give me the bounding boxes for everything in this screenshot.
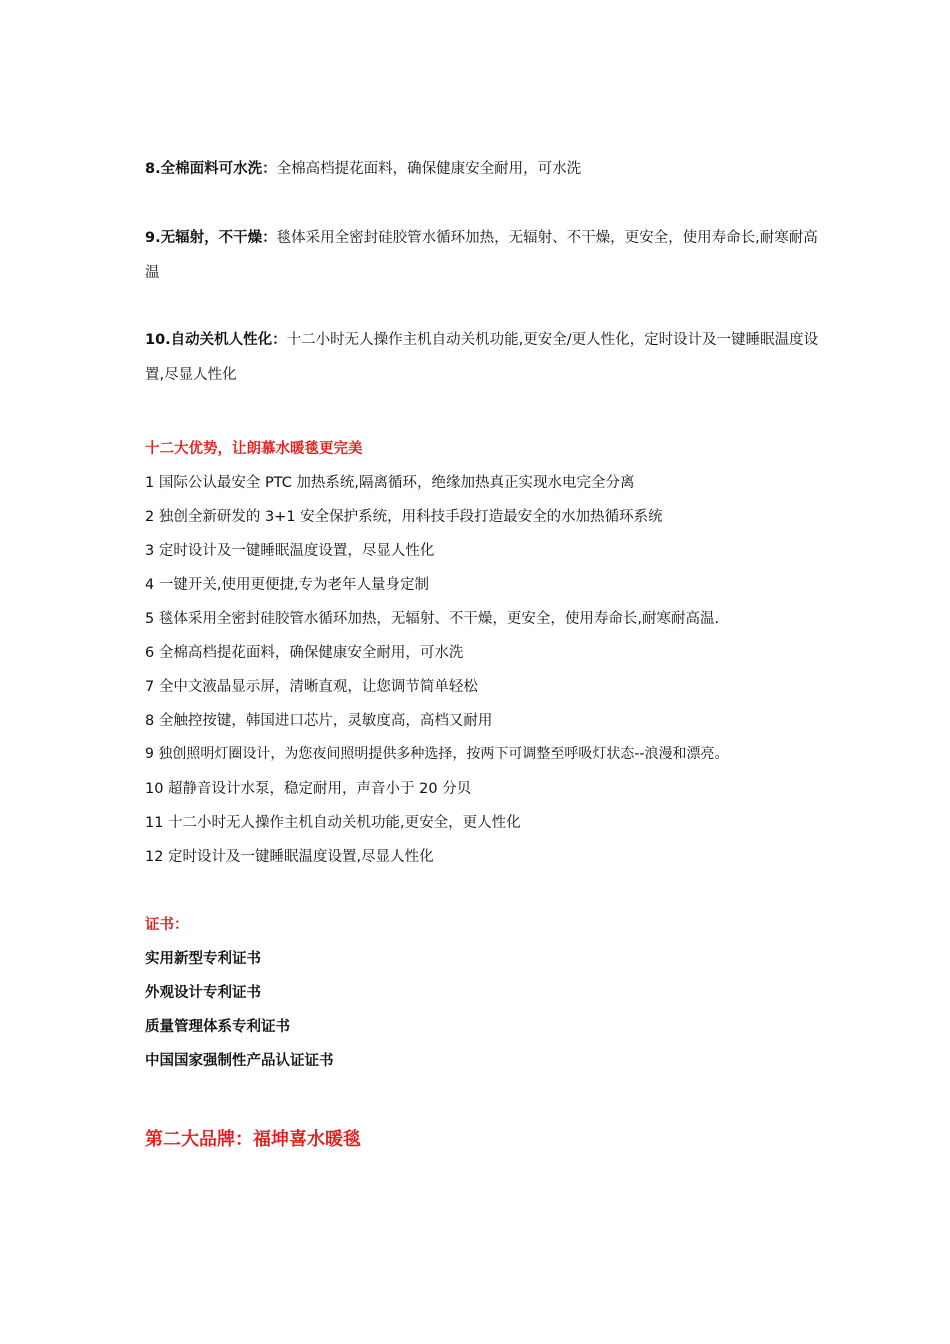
feature-9 [145,221,825,291]
advantage-item: 8 全触控按键，韩国进口芯片，灵敏度高，高档又耐用 [145,713,493,729]
certificate-item: 质量管理体系专利证书 [145,1019,290,1035]
certificate-item: 实用新型专利证书 [145,951,261,967]
certificate-item: 外观设计专利证书 [145,985,261,1001]
feature-label: 10.自动关机人性化： [145,332,287,348]
advantage-item: 4 一键开关,使用更便捷,专为老年人量身定制 [145,577,430,593]
feature-8 [145,152,825,187]
advantages-heading: 十二大优势，让朗慕水暖毯更完美 [145,441,363,457]
advantage-item: 7 全中文液晶显示屏，清晰直观，让您调节简单轻松 [145,679,478,695]
feature-label: 9.无辐射，不干燥： [145,230,277,246]
feature-10 [145,323,825,393]
advantage-item: 2 独创全新研发的 3+1 安全保护系统，用科技手段打造最安全的水加热循环系统 [145,509,663,525]
second-brand-heading: 第二大品牌：福坤喜水暖毯 [145,1129,361,1150]
advantage-item: 6 全棉高档提花面料，确保健康安全耐用，可水洗 [145,645,464,661]
advantage-item: 1 国际公认最安全 PTC 加热系统,隔离循环，绝缘加热真正实现水电完全分离 [145,475,635,491]
feature-label: 8.全棉面料可水洗： [145,161,277,177]
advantage-item: 5 毯体采用全密封硅胶管水循环加热，无辐射、不干燥，更安全，使用寿命长,耐寒耐高温. [145,611,720,627]
advantage-item: 11 十二小时无人操作主机自动关机功能,更安全，更人性化 [145,815,521,831]
certificates-heading: 证书： [145,917,189,933]
certificate-item: 中国国家强制性产品认证证书 [145,1053,334,1069]
advantage-item: 12 定时设计及一键睡眠温度设置,尽显人性化 [145,849,434,865]
feature-text: 毯体采用全密封硅胶管水循环加热，无辐射、不干燥，更安全，使用寿命长,耐寒耐高温 [145,230,818,281]
advantage-item: 3 定时设计及一键睡眠温度设置，尽显人性化 [145,543,435,559]
advantage-item: 10 超静音设计水泵，稳定耐用，声音小于 20 分贝 [145,781,472,797]
advantage-item: 9 独创照明灯圈设计，为您夜间照明提供多种选择，按两下可调整至呼吸灯状态--浪漫和漂亮。 [145,746,729,762]
feature-text: 全棉高档提花面料，确保健康安全耐用，可水洗 [276,161,582,177]
feature-text: 十二小时无人操作主机自动关机功能,更安全/更人性化，定时设计及一键睡眠温度设置,尽显人性化 [145,332,819,383]
